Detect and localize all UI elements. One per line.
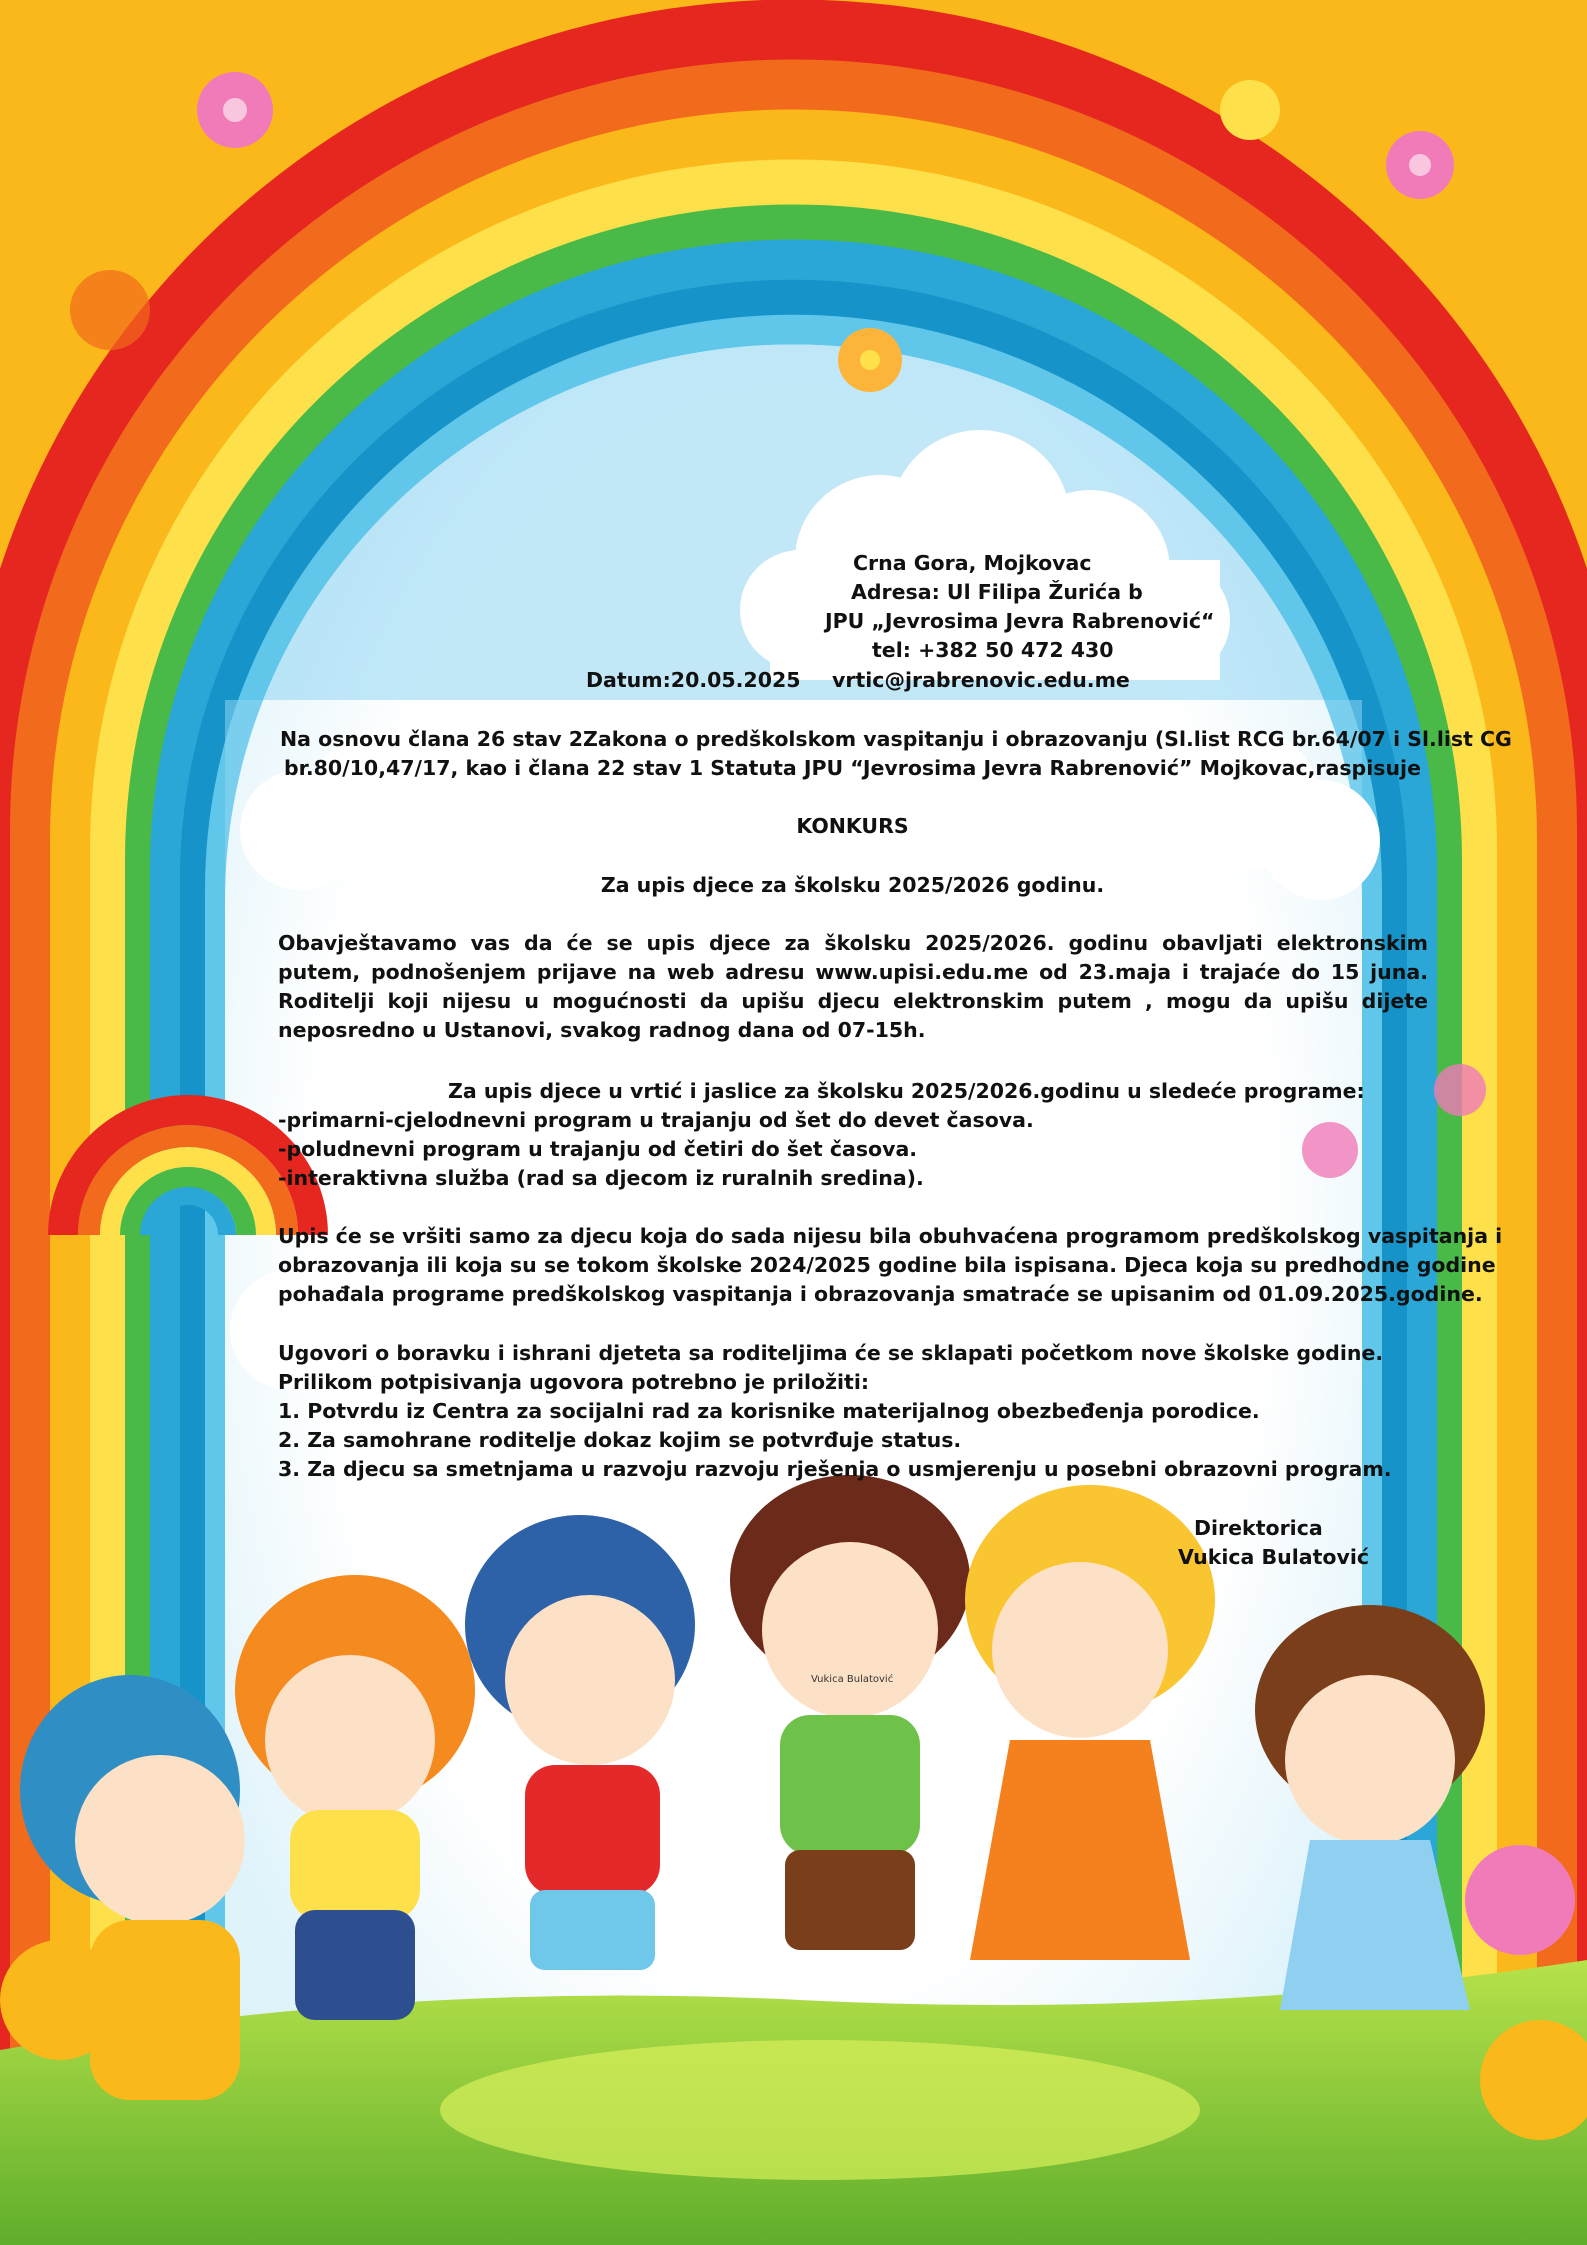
document-subtitle: Za upis djece za školsku 2025/2026 godinu. <box>600 873 1105 897</box>
signature-small-name: Vukica Bulatović <box>811 1674 894 1685</box>
intro-line-1: Na osnovu člana 26 stav 2Zakona o predškolskom vaspitanju i obrazovanju (Sl.list RCG br.64/07 i Sl.list CG <box>280 727 1512 751</box>
contracts-requirements-heading: Prilikom potpisivanja ugovora potrebno je priložiti: <box>278 1370 870 1394</box>
header-email: vrtic@jrabrenovic.edu.me <box>832 668 1130 692</box>
program-item: -poludnevni program u trajanju od četiri do šet časova. <box>278 1137 918 1161</box>
program-item: -primarni-cjelodnevni program u trajanju od šet do devet časova. <box>278 1108 1034 1132</box>
requirement-item: 3. Za djecu sa smetnjama u razvoju razvoju rješenja o usmjerenju u posebni obrazovni program. <box>278 1457 1392 1481</box>
header-country-city: Crna Gora, Mojkovac <box>853 551 1092 575</box>
document-title: KONKURS <box>796 814 909 838</box>
paragraph-eligibility-line: pohađala programe predškolskog vaspitanja i obrazovanja smatraće se upisanim od 01.09.2025.godine. <box>278 1282 1483 1306</box>
header-institution: JPU „Jevrosima Jevra Rabrenović“ <box>825 609 1215 633</box>
header-address: Adresa: Ul Filipa Žurića b <box>851 580 1143 604</box>
contracts-intro: Ugovori o boravku i ishrani djeteta sa roditeljima će se sklapati početkom nove školske godine. <box>278 1341 1384 1365</box>
header-phone: tel: +382 50 472 430 <box>872 638 1114 662</box>
paragraph-eligibility-line: Upis će se vršiti samo za djecu koja do sada nijesu bila obuhvaćena programom predškolskog vaspitanja i <box>278 1224 1503 1248</box>
program-item: -interaktivna služba (rad sa djecom iz ruralnih sredina). <box>278 1166 924 1190</box>
requirement-item: 1. Potvrdu iz Centra za socijalni rad za korisnike materijalnog obezbeđenja porodice. <box>278 1399 1260 1423</box>
programs-heading: Za upis djece u vrtić i jaslice za školsku 2025/2026.godinu u sledeće programe: <box>448 1079 1365 1103</box>
signature-role: Direktorica <box>1194 1516 1323 1540</box>
signature-name: Vukica Bulatović <box>1178 1545 1370 1569</box>
requirement-item: 2. Za samohrane roditelje dokaz kojim se potvrđuje status. <box>278 1428 962 1452</box>
paragraph-eligibility-line: obrazovanja ili koja su se tokom školske 2024/2025 godine bila ispisana. Djeca koja su predhodne godine <box>278 1253 1496 1277</box>
header-date: Datum:20.05.2025 <box>586 668 801 692</box>
paragraph-registration-info: Obavještavamo vas da će se upis djece za školsku 2025/2026. godinu obavljati elektronskim putem, podnošenjem prijave na web adresu www.upisi.edu.me od 23.maja i trajaće do 15 juna. Roditelji koji nijesu u mogućnosti da upišu djecu elektronskim putem , mogu da upišu dijete neposredno u Ustanovi, svakog radnog dana od 07-15h. <box>278 931 1428 1042</box>
intro-line-2: br.80/10,47/17, kao i člana 22 stav 1 Statuta JPU “Jevrosima Jevra Rabrenović” Mojkovac,raspisuje <box>284 756 1421 780</box>
